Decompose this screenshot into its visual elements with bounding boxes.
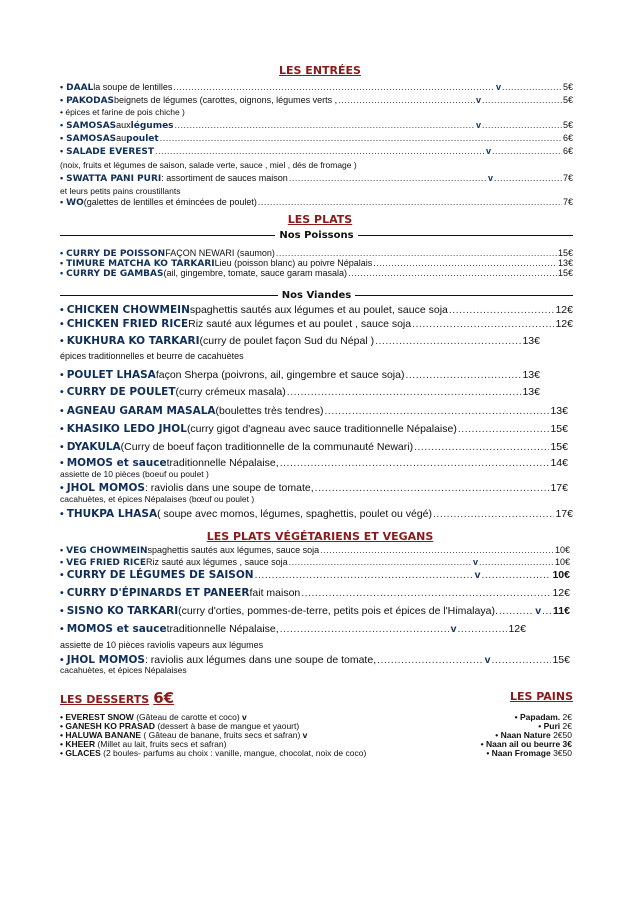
menu-item: • DYAKULA (Curry de boeuf façon traditionnelle de la communauté Newari) ..... 15€ (60, 441, 568, 454)
menu-item: • CURRY DE POULET (curry crémeux masala) ..... 13€ (60, 386, 540, 399)
menu-item: • CURRY DE GAMBAS (ail, gingembre, tomate, sauce garam masala) ..... 15€ (60, 268, 573, 280)
menu-item: • JHOL MOMOS : raviolis aux légumes dans une soupe de tomate, ..... v ..... 15€ (60, 654, 570, 667)
menu-item: • SALADE EVEREST ..... v ..... 6€ (60, 146, 573, 158)
viandes-divider: Nos Viandes (60, 290, 573, 301)
menu-item: • CURRY DE LÉGUMES DE SAISON ..... v ..... 10€ (60, 569, 570, 582)
item-note: cacahuètes, et épices Népalaises (60, 665, 187, 675)
item-note: (noix, fruits et légumes de saison, salade verte, sauce , miel , dés de fromage ) (60, 160, 357, 170)
dessert-item: • GLACES (2 boules- parfums au choix : vanille, mangue, chocolat, noix de coco) (60, 748, 367, 758)
menu-item: • JHOL MOMOS : raviolis dans une soupe de tomate, ..... 17€ (60, 482, 568, 495)
item-note: et leurs petits pains croustillants (60, 186, 181, 196)
menu-item: • MOMOS et sauce traditionnelle Népalaise, ..... 14€ (60, 457, 568, 470)
desserts-price: 6€ (153, 689, 175, 707)
menu-item: • VEG CHOWMEIN spaghettis sautés aux légumes, sauce soja ..... 10€ (60, 545, 570, 557)
poissons-divider: Nos Poissons (60, 230, 573, 241)
menu-item: • CHICKEN FRIED RICE Riz sauté aux légumes et au poulet , sauce soja ..... 12€ (60, 318, 573, 331)
menu-item: • CURRY DE POISSON FAÇON NEWARI (saumon) ..... 15€ (60, 248, 573, 260)
menu-item: • DAAL la soupe de lentilles ..... v ..... 5€ (60, 82, 573, 94)
vegans-title: LES PLATS VÉGÉTARIENS ET VEGANS (206, 530, 434, 543)
menu-item: • KUKHURA KO TARKARI (curry de poulet façon Sud du Népal ) ..... 13€ (60, 335, 540, 348)
menu-item: • AGNEAU GARAM MASALA (boulettes très tendres) ..... 13€ (60, 405, 568, 418)
menu-item: • POULET LHASA façon Sherpa (poivrons, ail, gingembre et sauce soja) ..... 13€ (60, 369, 540, 382)
menu-item: • SWATTA PANI PURI : assortiment de sauces maison ..... v ..... 7€ (60, 173, 573, 185)
dessert-item: • KHEER (Millet au lait, fruits secs et safran) (60, 739, 227, 749)
item-note: assiette de 10 pièces (boeuf ou poulet ) (60, 469, 209, 479)
pains-title: LES PAINS (509, 690, 573, 703)
menu-item: • WO (galettes de lentilles et émincées de poulet) ..... 7€ (60, 197, 573, 209)
menu-item: • SISNO KO TARKARI (curry d'orties, pommes-de-terre, petits pois et épices de l'Himalaya). ..... v ..... 11€ (60, 605, 570, 618)
menu-item: • TIMURE MATCHA KO TARKARI Lieu (poisson blanc) au poivre Népalais ..... 13€ (60, 258, 573, 270)
desserts-title: LES DESSERTS 6€ (60, 689, 175, 707)
menu-item: • CURRY D'ÉPINARDS ET PANEER fait maison ..... 12€ (60, 587, 570, 600)
pain-item: • Papadam. 2€ (514, 712, 572, 722)
pain-item: • Naan Fromage 3€50 (486, 748, 572, 758)
menu-item: • PAKODAS beignets de légumes (carottes, oignons, légumes verts , ..... v ..... 5€ (60, 95, 573, 107)
menu-item: • MOMOS et sauce traditionnelle Népalaise, ..... v ..... 12€ (60, 623, 526, 636)
menu-item: • CHICKEN CHOWMEIN spaghettis sautés aux légumes et au poulet, sauce soja ..... 12€ (60, 304, 573, 317)
menu-item: • KHASIKO LEDO JHOL (curry gigot d'agneau avec sauce traditionnelle Népalaise) ..... 15€ (60, 423, 568, 436)
item-note: assiette de 10 pièces raviolis vapeurs aux légumes (60, 640, 264, 650)
item-note: épices traditionnelles et beurre de cacahuètes (60, 351, 244, 361)
menu-item: • SAMOSAS au poulet ..... 6€ (60, 133, 573, 145)
entrees-title: LES ENTRÉES (279, 64, 361, 77)
item-note: • épices et farine de pois chiche ) (60, 107, 185, 117)
menu-item: • VEG FRIED RICE Riz sauté aux légumes , sauce soja ..... v ..... 10€ (60, 557, 570, 569)
pain-item: • Puri 2€ (538, 721, 572, 731)
dessert-item: • HALUWA BANANE ( Gâteau de banane, fruits secs et safran) v (60, 730, 308, 740)
menu-item: • THUKPA LHASA ( soupe avec momos, légumes, spaghettis, poulet ou végé) ..... 17€ (60, 508, 573, 521)
menu-item: • SAMOSAS aux légumes ..... v ..... 5€ (60, 120, 573, 132)
pain-item: • Naan Nature 2€50 (495, 730, 572, 740)
dessert-item: • EVEREST SNOW (Gâteau de carotte et coco) v (60, 712, 247, 722)
item-note: cacahuètes, et épices Népalaises (bœuf ou poulet ) (60, 494, 255, 504)
dessert-item: • GANESH KO PRASAD (dessert à base de mangue et yaourt) (60, 721, 300, 731)
plats-title: LES PLATS (287, 213, 353, 226)
pain-item: • Naan ail ou beurre 3€ (480, 739, 572, 749)
